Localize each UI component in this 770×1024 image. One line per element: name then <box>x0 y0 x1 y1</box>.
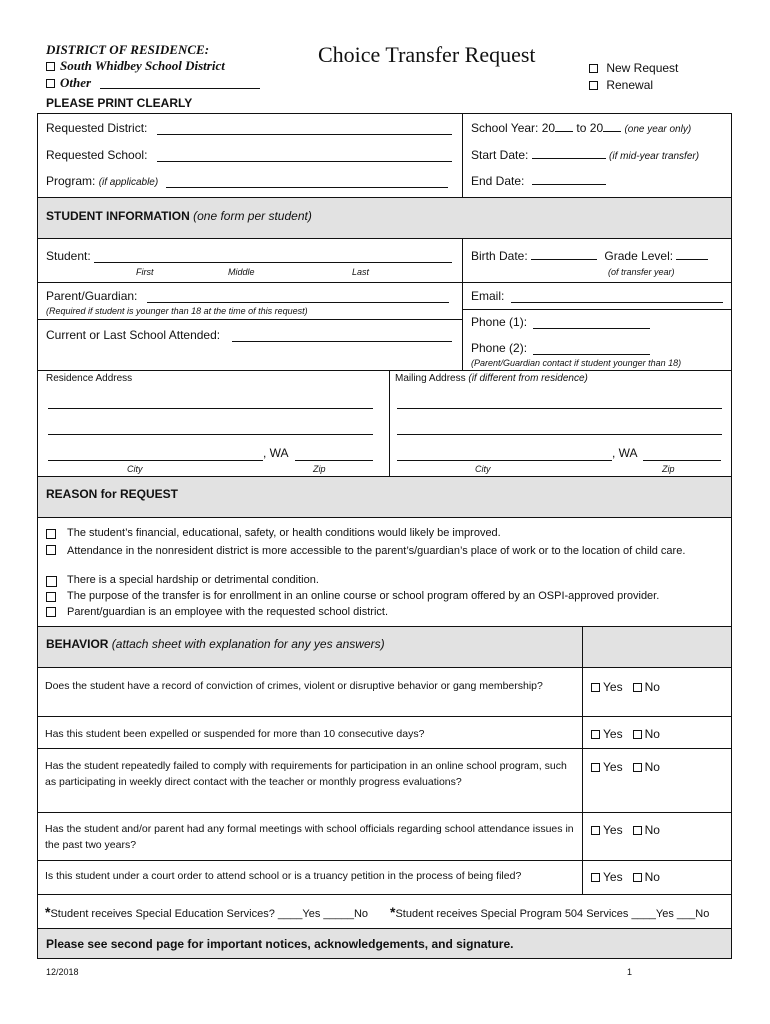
requested-school-field[interactable] <box>157 161 452 162</box>
school-year-end-field[interactable] <box>603 131 621 132</box>
divider <box>38 370 732 371</box>
divider <box>389 370 390 476</box>
behavior-answer-1[interactable]: Yes No <box>591 680 660 694</box>
mailing-street-field[interactable] <box>397 408 722 409</box>
residence-zip-label: Zip <box>313 464 326 474</box>
checkbox-icon[interactable] <box>633 683 642 692</box>
mailing-street2-field[interactable] <box>397 434 722 435</box>
behavior-answer-5[interactable]: Yes No <box>591 870 660 884</box>
divider <box>38 894 732 895</box>
checkbox-icon[interactable] <box>633 826 642 835</box>
checkbox-icon[interactable] <box>589 64 598 73</box>
checkbox-icon[interactable] <box>591 873 600 882</box>
mailing-city-field[interactable] <box>397 460 612 461</box>
school-year-label: School Year: 20 to 20 (one year only) <box>471 121 692 135</box>
checkbox-icon[interactable] <box>46 545 56 555</box>
current-school-field[interactable] <box>232 341 452 342</box>
divider <box>38 860 732 861</box>
grade-note: (of transfer year) <box>608 267 675 277</box>
divider <box>462 113 463 197</box>
reason-item-1: The student’s financial, educational, safety, or health conditions would likely be improved. <box>67 527 501 539</box>
checkbox-icon[interactable] <box>46 576 57 587</box>
divider <box>38 282 462 283</box>
divider <box>582 626 583 894</box>
south-whidbey-option[interactable]: South Whidbey School District <box>46 58 225 74</box>
behavior-question-2: Has this student been expelled or suspended for more than 10 consecutive days? <box>45 728 425 740</box>
phone1-field[interactable] <box>533 328 650 329</box>
checkbox-icon[interactable] <box>591 826 600 835</box>
divider <box>38 319 462 320</box>
student-name-field[interactable] <box>94 262 452 263</box>
birth-date-field[interactable] <box>531 259 597 260</box>
middle-label: Middle <box>228 267 255 277</box>
behavior-answer-3[interactable]: Yes No <box>591 760 660 774</box>
checkbox-icon[interactable] <box>46 79 55 88</box>
revision-date: 12/2018 <box>46 967 79 977</box>
end-date-label: End Date: <box>471 174 606 188</box>
parent-guardian-label: Parent/Guardian: <box>46 289 138 303</box>
checkbox-icon[interactable] <box>591 763 600 772</box>
first-label: First <box>136 267 154 277</box>
checkbox-icon[interactable] <box>633 763 642 772</box>
other-district-line[interactable] <box>100 88 260 89</box>
residence-street2-field[interactable] <box>48 434 373 435</box>
checkbox-icon[interactable] <box>46 529 56 539</box>
birth-date-label: Birth Date: Grade Level: <box>471 249 708 263</box>
reason-item-3: There is a special hardship or detrimental condition. <box>67 574 319 586</box>
parent-guardian-field[interactable] <box>147 302 449 303</box>
behavior-answer-2[interactable]: Yes No <box>591 727 660 741</box>
checkbox-icon[interactable] <box>633 730 642 739</box>
mailing-zip-field[interactable] <box>643 460 721 461</box>
divider <box>38 812 732 813</box>
district-of-residence-label: DISTRICT OF RESIDENCE: <box>46 42 210 57</box>
mailing-address-label: Mailing Address (if different from residence) <box>395 373 588 384</box>
second-page-notice: Please see second page for important notices, acknowledgements, and signature. <box>46 937 514 951</box>
grade-level-field[interactable] <box>676 259 708 260</box>
please-print-label: PLEASE PRINT CLEARLY <box>46 96 193 110</box>
divider <box>462 282 732 283</box>
residence-city-field[interactable] <box>48 460 263 461</box>
new-request-option[interactable]: New Request <box>589 61 678 75</box>
start-date-label: Start Date: (if mid-year transfer) <box>471 148 700 162</box>
program-field[interactable] <box>166 187 448 188</box>
checkbox-icon[interactable] <box>46 607 56 617</box>
requested-district-label: Requested District: <box>46 121 148 135</box>
residence-wa-label: , WA <box>263 446 289 460</box>
checkbox-icon[interactable] <box>633 873 642 882</box>
checkbox-icon[interactable] <box>46 592 56 602</box>
phone2-field[interactable] <box>533 354 650 355</box>
requested-district-field[interactable] <box>157 134 452 135</box>
mailing-zip-label: Zip <box>662 464 675 474</box>
reason-item-5: Parent/guardian is an employee with the requested school district. <box>67 606 389 618</box>
divider <box>38 748 732 749</box>
behavior-answer-4[interactable]: Yes No <box>591 823 660 837</box>
behavior-question-3: Has the student repeatedly failed to comply with requirements for participation in an online school program, such as participating in weekly direct contact with the teacher or monthly progress evaluations? <box>45 760 567 788</box>
reason-item-4: The purpose of the transfer is for enrollment in an online course or school program offered by an OSPI-approved provider. <box>67 590 660 602</box>
other-option[interactable]: Other <box>46 75 91 91</box>
school-year-start-field[interactable] <box>555 131 573 132</box>
behavior-question-5: Is this student under a court order to attend school or is a truancy petition in the process of being filed? <box>45 870 522 882</box>
student-label: Student: <box>46 249 91 263</box>
behavior-question-1: Does the student have a record of conviction of crimes, violent or disruptive behavior or gang membership? <box>45 680 543 692</box>
end-date-field[interactable] <box>532 184 606 185</box>
current-school-label: Current or Last School Attended: <box>46 328 221 342</box>
checkbox-icon[interactable] <box>591 730 600 739</box>
mailing-city-label: City <box>475 464 491 474</box>
program-504-question[interactable]: *Student receives Special Program 504 Services ____Yes ___No <box>390 904 710 920</box>
requested-school-label: Requested School: <box>46 148 148 162</box>
residence-zip-field[interactable] <box>295 460 373 461</box>
start-date-field[interactable] <box>532 158 606 159</box>
behavior-heading: BEHAVIOR (attach sheet with explanation for any yes answers) <box>46 637 385 651</box>
reason-item-2: Attendance in the nonresident district is more accessible to the parent’s/guardian’s place of work or to the location of child care. <box>67 545 686 557</box>
divider <box>462 239 463 370</box>
residence-street-field[interactable] <box>48 408 373 409</box>
parent-note: (Required if student is younger than 18 at the time of this request) <box>46 306 308 316</box>
reason-heading: REASON for REQUEST <box>46 487 179 501</box>
phone2-label: Phone (2): <box>471 341 528 355</box>
mailing-wa-label: , WA <box>612 446 638 460</box>
residence-address-label: Residence Address <box>46 373 133 384</box>
phone1-label: Phone (1): <box>471 315 528 329</box>
divider <box>462 309 732 310</box>
residence-city-label: City <box>127 464 143 474</box>
email-field[interactable] <box>511 302 723 303</box>
behavior-question-4: Has the student and/or parent had any formal meetings with school officials regarding school attendance issues in the past two years? <box>45 823 574 851</box>
program-label: Program: (if applicable) <box>46 174 159 188</box>
phone-note: (Parent/Guardian contact if student younger than 18) <box>471 358 682 368</box>
checkbox-icon[interactable] <box>589 81 598 90</box>
email-label: Email: <box>471 289 505 303</box>
page-title: Choice Transfer Request <box>318 42 536 67</box>
checkbox-icon[interactable] <box>591 683 600 692</box>
divider <box>38 716 732 717</box>
page-number: 1 <box>627 967 633 977</box>
special-ed-question[interactable]: *Student receives Special Education Services? ____Yes _____No <box>45 904 369 920</box>
checkbox-icon[interactable] <box>46 62 55 71</box>
student-info-heading: STUDENT INFORMATION (one form per student) <box>46 209 312 223</box>
renewal-option[interactable]: Renewal <box>589 78 653 92</box>
last-label: Last <box>352 267 370 277</box>
